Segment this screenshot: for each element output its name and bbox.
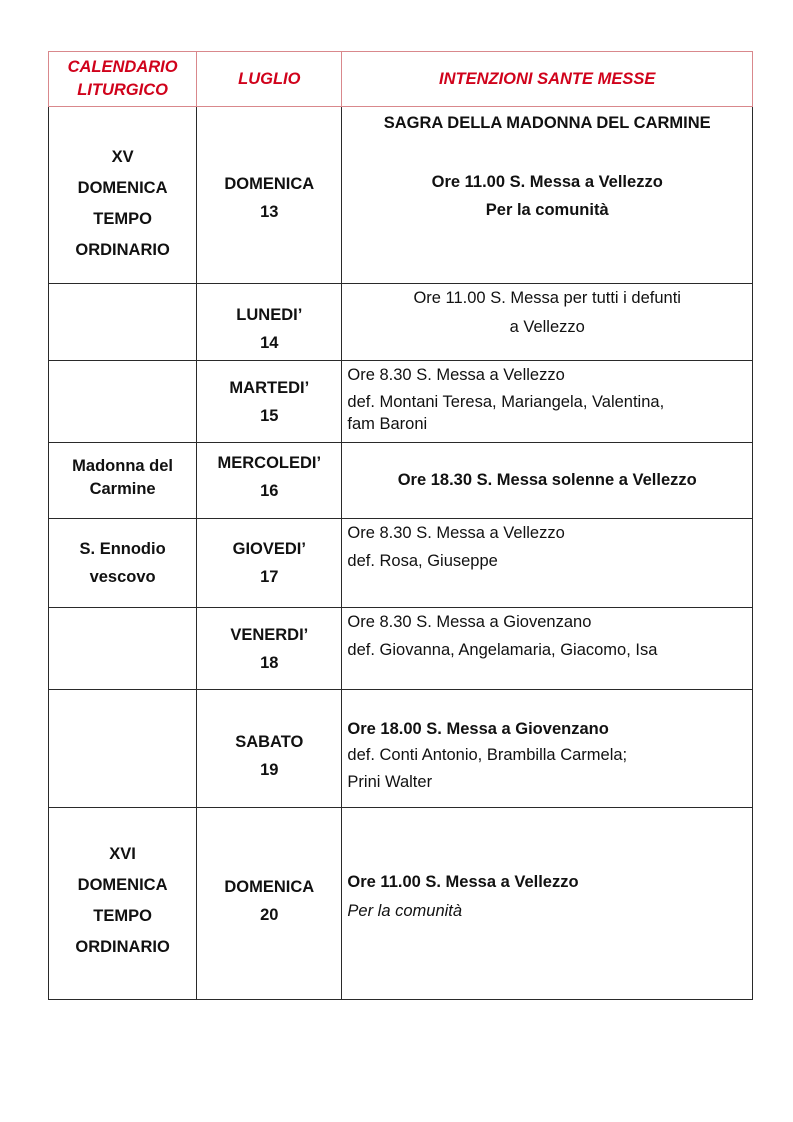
liturgical-text: DOMENICA (77, 875, 168, 894)
liturgical-text: DOMENICA (77, 179, 168, 197)
liturgical-text: vescovo (89, 568, 156, 586)
intention-line: Ore 8.30 S. Messa a Vellezzo (347, 524, 565, 542)
liturgical-cell (49, 608, 197, 690)
liturgical-text: TEMPO (93, 210, 152, 228)
intention-line: Ore 11.00 S. Messa a Vellezzo (347, 873, 579, 891)
day-name: GIOVEDI’ (232, 540, 306, 558)
intention-line: Per la comunità (485, 201, 609, 219)
day-name: LUNEDI’ (236, 306, 303, 324)
day-date: 15 (260, 406, 279, 425)
intention-line: def. Conti Antonio, Brambilla Carmela; (347, 746, 628, 765)
day-name: MARTEDI’ (229, 378, 310, 397)
liturgical-cell (49, 690, 197, 808)
liturgical-text: XV (111, 148, 134, 166)
day-date: 13 (260, 203, 279, 221)
day-date: 17 (260, 568, 279, 586)
intention-line: def. Montani Teresa, Mariangela, Valentina, (347, 392, 665, 411)
liturgical-text: ORDINARIO (75, 937, 170, 956)
liturgical-text: Carmine (89, 480, 156, 498)
intention-line: Ore 8.30 S. Messa a Giovenzano (347, 613, 592, 631)
intention-line: Ore 11.00 S. Messa a Vellezzo (431, 172, 663, 191)
day-name: MERCOLEDI’ (217, 454, 322, 472)
day-name: VENERDI’ (230, 625, 309, 644)
day-name: SABATO (235, 732, 304, 751)
intentions-cell (342, 519, 753, 608)
day-date: 19 (260, 760, 279, 779)
day-date: 18 (260, 653, 279, 672)
table-row (49, 690, 753, 808)
mass-schedule-table (48, 51, 753, 1000)
liturgical-text: S. Ennodio (79, 540, 166, 558)
liturgical-text: Madonna del (72, 457, 174, 475)
intention-line: SAGRA DELLA MADONNA DEL CARMINE (383, 114, 711, 132)
liturgical-cell (49, 107, 197, 284)
intentions-cell (342, 690, 753, 808)
table-row (49, 361, 753, 443)
intentions-cell (342, 284, 753, 361)
day-name: DOMENICA (224, 877, 315, 896)
intention-line: fam Baroni (347, 414, 428, 433)
table-row (49, 284, 753, 361)
liturgical-text: XVI (109, 844, 136, 863)
table-header-row (49, 52, 753, 107)
intentions-cell (342, 107, 753, 284)
intention-line: Ore 18.00 S. Messa a Giovenzano (347, 719, 609, 738)
liturgical-text: ORDINARIO (75, 241, 170, 259)
liturgical-cell (49, 361, 197, 443)
day-cell (197, 690, 342, 808)
table-row (49, 519, 753, 608)
liturgical-cell (49, 519, 197, 608)
table-row (49, 808, 753, 1000)
intentions-cell (342, 443, 753, 519)
liturgical-cell (49, 808, 197, 1000)
intention-line: Prini Walter (347, 772, 433, 791)
day-name: DOMENICA (224, 175, 315, 193)
intention-line: Ore 8.30 S. Messa a Vellezzo (347, 366, 565, 384)
intentions-cell (342, 361, 753, 443)
day-cell (197, 443, 342, 519)
intention-line: a Vellezzo (509, 317, 585, 336)
day-date: 14 (260, 334, 279, 352)
spacer (342, 136, 752, 170)
intention-line: def. Rosa, Giuseppe (347, 551, 498, 570)
header-text: LITURGICO (77, 81, 168, 99)
day-date: 20 (260, 905, 279, 924)
table-row (49, 443, 753, 519)
intention-line: Ore 11.00 S. Messa per tutti i defunti (413, 289, 681, 307)
day-cell (197, 361, 342, 443)
liturgical-cell (49, 284, 197, 361)
intentions-cell (342, 608, 753, 690)
day-date: 16 (260, 482, 279, 500)
header-month: LUGLIO (197, 52, 342, 107)
table-row (49, 608, 753, 690)
liturgical-cell (49, 443, 197, 519)
header-liturgical-calendar (49, 52, 197, 107)
day-cell (197, 608, 342, 690)
intention-line: Ore 18.30 S. Messa solenne a Vellezzo (397, 471, 697, 490)
intention-line: Per la comunità (347, 901, 463, 920)
day-cell (197, 107, 342, 284)
day-cell (197, 808, 342, 1000)
intentions-cell (342, 808, 753, 1000)
intention-line: def. Giovanna, Angelamaria, Giacomo, Isa (347, 640, 658, 659)
day-cell (197, 284, 342, 361)
table-row (49, 107, 753, 284)
liturgical-text: TEMPO (93, 906, 152, 925)
day-cell (197, 519, 342, 608)
header-text: CALENDARIO (67, 58, 178, 76)
header-mass-intentions: INTENZIONI SANTE MESSE (342, 52, 753, 107)
